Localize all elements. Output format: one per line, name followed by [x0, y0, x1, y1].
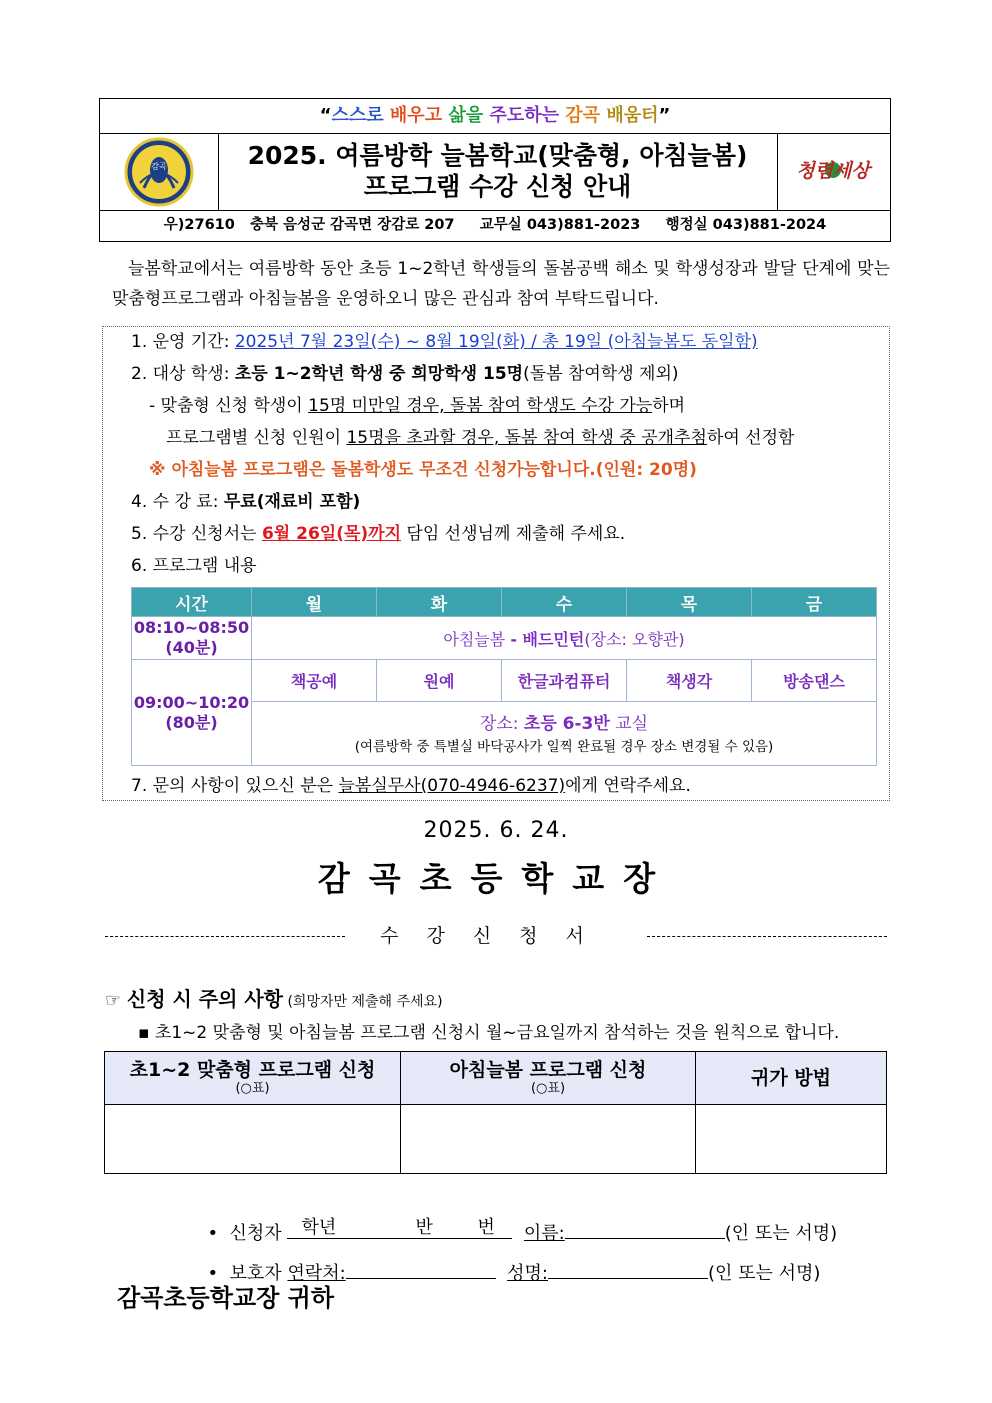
- header-fri: 금: [752, 588, 877, 617]
- time-morning: 08:10~08:50 (40분): [132, 617, 252, 660]
- morning-program: 아침늘봄 - 배드민턴(장소: 오향관): [252, 617, 877, 660]
- morning-program-field[interactable]: [401, 1105, 696, 1174]
- return-method-field[interactable]: [696, 1105, 887, 1174]
- custom-program-header: 초1~2 맞춤형 프로그램 신청 (○표): [105, 1052, 401, 1105]
- title-row: [100, 133, 890, 211]
- intro-text: 늘봄학교에서는 여름방학 동안 초등 1~2학년 학생들의 돌봄공백 해소 및 학생성장과 발달 단계에 맞는 맞춤형프로그램과 아침늘봄을 운영하오니 많은 관심과 참여 부탁드립니다.: [112, 259, 890, 309]
- guardian-line: • 보호자 연락처: 성명: (인 또는 서명): [196, 1232, 820, 1287]
- caution-rule: ▪ 초1~2 맞춤형 및 아침늘봄 프로그램 신청시 월~금요일까지 참석하는 것을 원칙으로 합니다.: [138, 1023, 840, 1043]
- slogan-logo: [778, 133, 890, 210]
- motto-part: 감곡: [565, 105, 601, 126]
- fee-item: 4. 수 강 료: 무료(재료비 포함): [131, 492, 361, 512]
- motto: [100, 99, 890, 134]
- target-sub-1: - 맞춤형 신청 학생이 15명 미만일 경우, 돌봄 참여 학생도 수강 가능하며: [149, 396, 686, 416]
- contact-item: 7. 문의 사항이 있으신 분은 늘봄실무사(070-4946-6237)에게 연락주세요.: [131, 776, 691, 796]
- place-note: (여름방학 중 특별실 바닥공사가 일찍 완료될 경우 장소 변경될 수 있음): [354, 738, 774, 755]
- class-place: 장소: 초등 6-3반 교실 (여름방학 중 특별실 바닥공사가 일찍 완료될 경우 장소 변경될 수 있음): [252, 702, 877, 766]
- custom-program-field[interactable]: [105, 1105, 401, 1174]
- application-table: [104, 1051, 887, 1174]
- target-sub-2: 프로그램별 신청 인원이 15명을 초과할 경우, 돌봄 참여 학생 중 공개추첨하여 선정함: [166, 428, 795, 448]
- program-heading: 6. 프로그램 내용: [131, 556, 257, 576]
- class-mon: 책공예: [252, 660, 377, 702]
- motto-part: 주도하는: [489, 105, 559, 126]
- page-title: [218, 133, 778, 210]
- form-divider: [105, 924, 887, 948]
- motto-part: “: [319, 105, 332, 126]
- motto-part: 삶을: [448, 105, 484, 126]
- header-thu: 목: [627, 588, 752, 617]
- motto-part: 배우고: [389, 105, 443, 126]
- class-number-field[interactable]: 학년 반 번: [287, 1218, 512, 1239]
- title-line-1: 2025. 여름방학 늘봄학교(맞춤형, 아침늘봄): [247, 141, 748, 170]
- issue-date: 2025. 6. 24.: [423, 818, 569, 843]
- class-tue: 원예: [377, 660, 502, 702]
- caution-heading: ☞ 신청 시 주의 사항 (희망자만 제출해 주세요): [105, 987, 443, 1011]
- class-fri: 방송댄스: [752, 660, 877, 702]
- time-class: 09:00~10:20 (80분): [132, 660, 252, 766]
- program-table: [131, 587, 877, 766]
- principal-title: 감곡초등학교장: [317, 859, 675, 898]
- class-thu: 책생각: [627, 660, 752, 702]
- form-title: 수강신청서: [380, 925, 612, 947]
- deadline-item: 5. 수강 신청서는 6월 26일(목)까지 담임 선생님께 제출해 주세요.: [131, 524, 626, 544]
- guardian-name-field[interactable]: [548, 1258, 708, 1279]
- address-line: 우)27610 충북 음성군 감곡면 장감로 207 교무실 043)881-2023 행정실 043)881-2024: [163, 217, 827, 233]
- period-item: 1. 운영 기간: 2025년 7월 23일(수) ~ 8월 19일(화) / 총 19일 (아침늘봄도 동일함): [131, 332, 758, 352]
- motto-part: ”: [658, 105, 671, 126]
- school-logo: [100, 133, 219, 210]
- header-box: [99, 98, 891, 242]
- svg-text:청렴세상: 청렴세상: [796, 160, 870, 182]
- header-wed: 수: [502, 588, 627, 617]
- applicant-line: • 신청자 학년 반 번 이름: (인 또는 서명): [207, 1217, 838, 1244]
- header-time: 시간: [132, 588, 252, 617]
- guardian-contact-field[interactable]: [346, 1258, 496, 1279]
- info-box: [102, 326, 890, 801]
- target-item: 2. 대상 학생: 초등 1~2학년 학생 중 희망학생 15명(돌봄 참여학생 제외): [131, 364, 679, 384]
- morning-program-header: 아침늘봄 프로그램 신청 (○표): [401, 1052, 696, 1105]
- addressee: 감곡초등학교장 귀하: [117, 1284, 335, 1312]
- return-method-header: 귀가 방법: [696, 1052, 887, 1105]
- motto-part: 배움터: [606, 105, 659, 126]
- header-mon: 월: [252, 588, 377, 617]
- morning-note: ※ 아침늘봄 프로그램은 돌봄학생도 무조건 신청가능합니다.(인원: 20명): [149, 460, 697, 480]
- svg-text:감곡: 감곡: [151, 162, 167, 171]
- title-line-2: 프로그램 수강 신청 안내: [363, 172, 632, 201]
- class-wed: 한글과컴퓨터: [502, 660, 627, 702]
- header-tue: 화: [377, 588, 502, 617]
- motto-part: 스스로: [331, 105, 384, 126]
- pointing-hand-icon: ☞: [105, 990, 122, 1011]
